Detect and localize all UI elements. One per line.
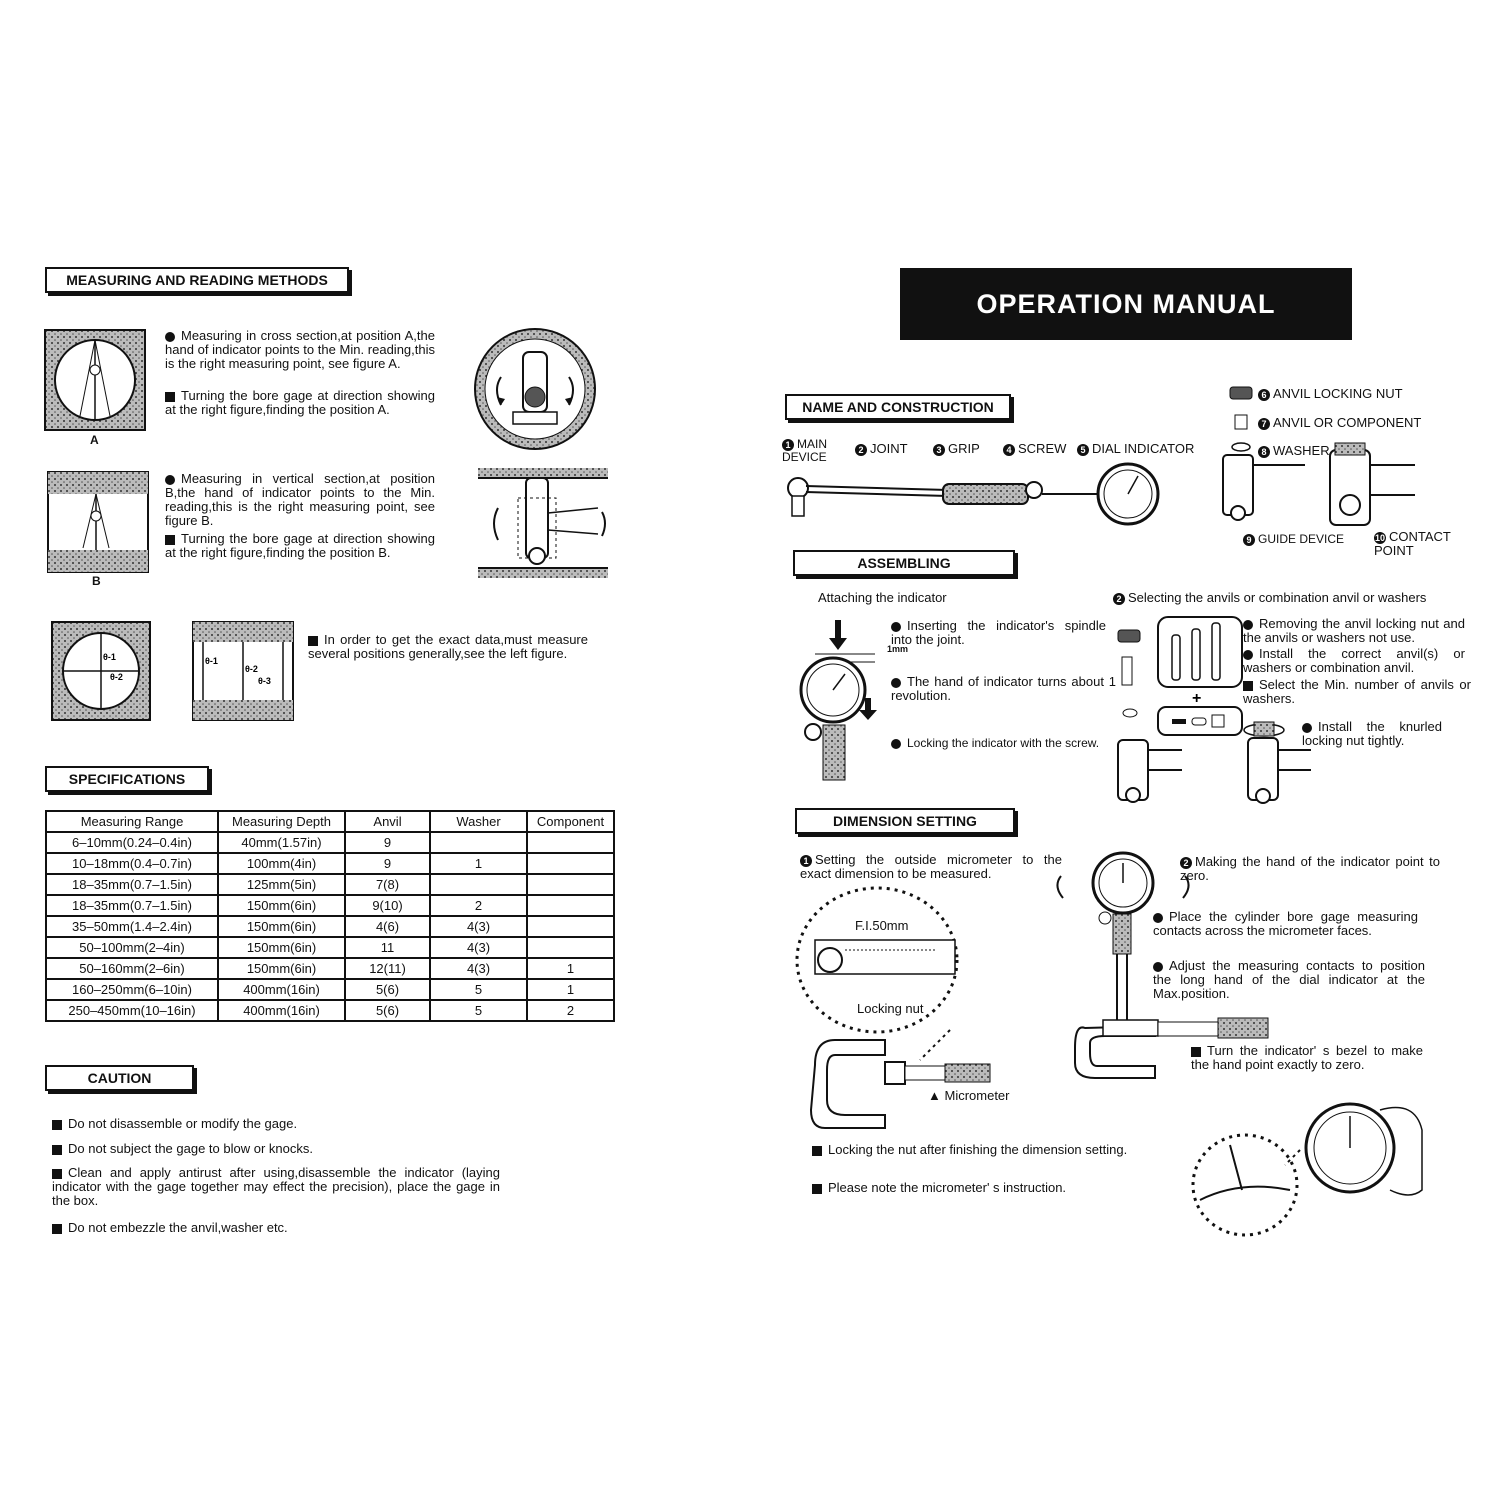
bezel-text: Turn the indicator' s bezel to make the hand point exactly to zero. <box>1191 1043 1423 1072</box>
table-cell: 50–160mm(2–6in) <box>46 958 218 979</box>
adjust-text: Adjust the measuring contacts to position the long hand of the dial indicator at the Max.position. <box>1153 958 1425 1001</box>
table-header-row <box>46 811 614 832</box>
note-text: Please note the micrometer' s instruction. <box>812 1181 1112 1195</box>
part-label-anvil-or-component: 7 ANVIL OR COMPONENT <box>1258 416 1421 430</box>
attach-title: Attaching the indicator <box>818 590 947 605</box>
bullet-dot-icon <box>1302 723 1312 733</box>
bullet-square-icon <box>52 1120 62 1130</box>
remove-text: Removing the anvil locking nut and the anvils or washers not use. <box>1243 616 1465 645</box>
fi-label: F.I.50mm <box>855 918 909 933</box>
bullet-dot-icon <box>891 739 901 749</box>
column-header: Measuring Depth <box>218 811 345 832</box>
bullet-square-icon <box>1243 681 1253 691</box>
figure-a-label: A <box>90 433 99 447</box>
table-cell: 150mm(6in) <box>218 958 345 979</box>
column-header: Anvil <box>345 811 430 832</box>
figure-b-vertical-section <box>48 472 148 572</box>
table-cell <box>527 874 614 895</box>
dimension-heading: DIMENSION SETTING <box>795 808 1015 834</box>
table-row <box>46 958 614 979</box>
a-text-2: Turning the bore gage at direction showing at the right figure,finding the position A. <box>165 388 435 417</box>
knurled-text: Install the knurled locking nut tightly. <box>1302 719 1442 748</box>
table-cell: 100mm(4in) <box>218 853 345 874</box>
table-cell: 18–35mm(0.7–1.5in) <box>46 874 218 895</box>
part-label-guide-device: 9 GUIDE DEVICE <box>1243 532 1344 546</box>
column-header: Washer <box>430 811 527 832</box>
column-header: Component <box>527 811 614 832</box>
table-cell: 1 <box>527 979 614 1000</box>
table-cell: 2 <box>430 895 527 916</box>
table-row <box>46 895 614 916</box>
micrometer-label: ▲ Micrometer <box>928 1088 1010 1103</box>
svg-text:+: + <box>1192 690 1202 707</box>
b-text-2: Turning the bore gage at direction showing at the right figure,finding the position B. <box>165 531 435 560</box>
part-label-anvil-locking-nut: 6 ANVIL LOCKING NUT <box>1258 387 1403 401</box>
part-label-main-device: 1 MAIN DEVICE <box>782 437 827 464</box>
part-label-screw: 4 SCREW <box>1003 442 1066 456</box>
table-cell <box>430 832 527 853</box>
caution-item: Clean and apply antirust after using,disassemble the indicator (laying indicator with the gage together may effect the precision), place the gage in the box. <box>52 1165 500 1208</box>
lock-nut-text: Locking the nut after finishing the dimension setting. <box>812 1143 1157 1157</box>
bullet-square-icon <box>812 1184 822 1194</box>
bullet-dot-icon <box>1153 913 1163 923</box>
part-label-contact-point: 10 CONTACT POINT <box>1374 529 1451 558</box>
table-cell: 9 <box>345 832 430 853</box>
table-cell: 160–250mm(6–10in) <box>46 979 218 1000</box>
caution-item: Do not subject the gage to blow or knocks. <box>52 1142 512 1156</box>
place-text: Place the cylinder bore gage measuring contacts across the micrometer faces. <box>1153 909 1418 938</box>
select-min-text: Select the Min. number of anvils or washers. <box>1243 677 1471 706</box>
table-row <box>46 853 614 874</box>
hand-text: The hand of indicator turns about 1 revolution. <box>891 674 1116 703</box>
table-cell: 4(3) <box>430 916 527 937</box>
bullet-dot-icon <box>1243 650 1253 660</box>
locking-nut-label: Locking nut <box>857 1001 924 1016</box>
bullet-square-icon <box>165 535 175 545</box>
table-cell: 5(6) <box>345 979 430 1000</box>
column-header: Measuring Range <box>46 811 218 832</box>
table-cell: 9 <box>345 853 430 874</box>
bullet-square-icon <box>1191 1047 1201 1057</box>
table-cell: 125mm(5in) <box>218 874 345 895</box>
table-cell <box>527 895 614 916</box>
table-cell: 5 <box>430 979 527 1000</box>
bullet-square-icon <box>812 1146 822 1156</box>
triangle-up-icon: ▲ <box>928 1088 945 1103</box>
assembling-heading: ASSEMBLING <box>793 550 1015 576</box>
bullet-square-icon <box>165 392 175 402</box>
table-row <box>46 832 614 853</box>
theta-label-4: θ-2 <box>245 664 258 674</box>
specifications-heading: SPECIFICATIONS <box>45 766 209 792</box>
anvil-parts-drawing <box>1215 385 1455 535</box>
table-cell <box>527 916 614 937</box>
figure-b-label: B <box>92 574 101 588</box>
bullet-square-icon <box>308 636 318 646</box>
bullet-dot-icon <box>891 678 901 688</box>
bullet-dot-icon <box>1243 620 1253 630</box>
table-row <box>46 979 614 1000</box>
caution-item: Do not disassemble or modify the gage. <box>52 1117 512 1131</box>
theta-label-5: θ-3 <box>258 676 271 686</box>
table-cell: 4(3) <box>430 958 527 979</box>
table-cell: 6–10mm(0.24–0.4in) <box>46 832 218 853</box>
step1-text: 1 Setting the outside micrometer to the exact dimension to be measured. <box>800 852 1062 881</box>
install-text: Install the correct anvil(s) or washers or combination anvil. <box>1243 646 1465 675</box>
table-cell <box>527 853 614 874</box>
bezel-zero-drawing <box>1190 1090 1430 1240</box>
table-cell: 35–50mm(1.4–2.4in) <box>46 916 218 937</box>
insert-text: Inserting the indicator's spindle into the joint. <box>891 618 1106 647</box>
step2-text: 2 Making the hand of the indicator point to zero. <box>1180 854 1440 883</box>
caution-item: Do not embezzle the anvil,washer etc. <box>52 1221 512 1235</box>
table-cell: 2 <box>527 1000 614 1021</box>
part-label-washer: 8 WASHER <box>1258 444 1330 458</box>
bullet-square-icon <box>52 1145 62 1155</box>
a-text-1: Measuring in cross section,at position A,the hand of indicator points to the Min. reading,this is the right measuring point, see figure A. <box>165 328 435 371</box>
select-title: 2 Selecting the anvils or combination anvil or washers <box>1113 590 1426 605</box>
indicator-attach-drawing <box>795 620 885 780</box>
figure-a-cross-section <box>45 330 145 430</box>
table-cell: 150mm(6in) <box>218 895 345 916</box>
page-title: OPERATION MANUAL <box>900 268 1352 340</box>
table-row <box>46 1000 614 1021</box>
table-row <box>46 874 614 895</box>
multi-position-circle-figure <box>52 622 150 720</box>
bullet-square-icon <box>52 1224 62 1234</box>
anvil-selection-drawing <box>1112 615 1244 805</box>
bullet-dot-icon <box>1153 962 1163 972</box>
table-cell: 5(6) <box>345 1000 430 1021</box>
step-1-icon: 1 <box>800 855 812 867</box>
table-row <box>46 937 614 958</box>
table-cell: 5 <box>430 1000 527 1021</box>
table-cell: 18–35mm(0.7–1.5in) <box>46 895 218 916</box>
exact-data-text: In order to get the exact data,must measure several positions generally,see the left figure. <box>308 632 588 661</box>
table-cell: 7(8) <box>345 874 430 895</box>
specifications-table <box>45 810 615 1022</box>
table-cell: 1 <box>430 853 527 874</box>
bullet-dot-icon <box>165 332 175 342</box>
table-cell: 250–450mm(10–16in) <box>46 1000 218 1021</box>
table-cell: 50–100mm(2–4in) <box>46 937 218 958</box>
theta-label-1: θ-1 <box>103 652 116 662</box>
table-cell: 4(3) <box>430 937 527 958</box>
part-label-dial-indicator: 5 DIAL INDICATOR <box>1077 442 1194 456</box>
name-construction-heading: NAME AND CONSTRUCTION <box>785 394 1011 420</box>
table-cell: 40mm(1.57in) <box>218 832 345 853</box>
table-cell: 150mm(6in) <box>218 916 345 937</box>
table-cell: 12(11) <box>345 958 430 979</box>
table-cell: 9(10) <box>345 895 430 916</box>
table-cell: 150mm(6in) <box>218 937 345 958</box>
part-label-grip: 3 GRIP <box>933 442 980 456</box>
table-row <box>46 916 614 937</box>
part-label-joint: 2 JOINT <box>855 442 908 456</box>
theta-label-3: θ-1 <box>205 656 218 666</box>
bullet-dot-icon <box>891 622 901 632</box>
bullet-dot-icon <box>165 475 175 485</box>
table-cell: 11 <box>345 937 430 958</box>
table-cell <box>527 937 614 958</box>
table-cell: 400mm(16in) <box>218 979 345 1000</box>
theta-label-2: θ-2 <box>110 672 123 682</box>
bore-gage-rotation-figure-b <box>478 468 608 580</box>
b-text-1: Measuring in vertical section,at position B,the hand of indicator points to the Min. reading,this is the right measuring point, see figure B. <box>165 471 435 528</box>
bore-gage-rotation-figure-a <box>473 327 597 451</box>
table-cell: 10–18mm(0.4–0.7in) <box>46 853 218 874</box>
caution-heading: CAUTION <box>45 1065 194 1091</box>
bore-gage-assembly-drawing <box>778 460 1168 530</box>
mm-label: 1mm <box>887 644 909 654</box>
table-cell: 4(6) <box>345 916 430 937</box>
table-cell: 400mm(16in) <box>218 1000 345 1021</box>
multi-position-section-figure <box>193 622 293 720</box>
bullet-square-icon <box>52 1169 62 1179</box>
table-cell <box>527 832 614 853</box>
measuring-heading: MEASURING AND READING METHODS <box>45 267 349 293</box>
lock-text: Locking the indicator with the screw. <box>891 736 1121 750</box>
step-2-icon: 2 <box>1180 857 1192 869</box>
table-cell <box>430 874 527 895</box>
table-cell: 1 <box>527 958 614 979</box>
